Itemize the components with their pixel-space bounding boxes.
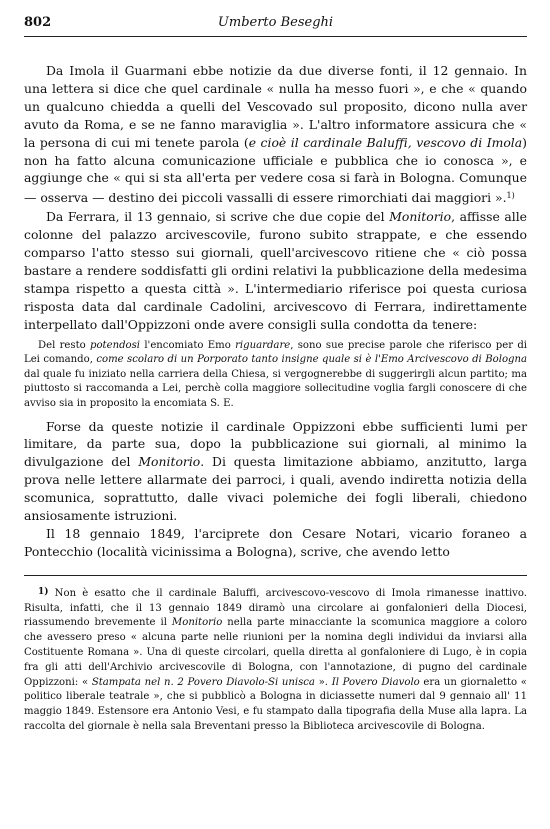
italic-run: Monitorio xyxy=(171,617,223,629)
text-run: . Di questa limitazione abbiamo, anzitutto, larga prova nelle lettere allarmate dei parroci, i quali, avendo indiretta notizia della scomunica, soprattutto, dalle vivaci polemiche dei fogli liberali, chiedono ansiosamente istruzioni. xyxy=(24,454,527,524)
text-run: dal quale fu iniziato nella carriera della Chiesa, si vergognerebbe di suggerirgli alcun partito; ma piuttosto si raccomanda a Lei, perchè colla maggiore sollecitudine voglia fargli conoscere di che avviso sia in proposito la encomiata S. E. xyxy=(24,368,527,409)
footnote-marker: 1) xyxy=(38,586,49,597)
text-run: Non è esatto che il cardinale Baluffi, arcivescovo-vescovo di Imola rimanesse inattivo. Risulta, infatti, che il 13 gennaio 1849 diramò una circolare ai gonfalonieri della Diocesi, riassumendo brevemente il xyxy=(24,587,527,629)
paragraph-notari xyxy=(24,525,527,561)
running-title: Umberto Beseghi xyxy=(217,15,334,30)
text-run: l'encomiato Emo xyxy=(140,339,236,351)
text-run: Il 18 gennaio 1849, l'arciprete don Cesare Notari, vicario foraneo a Pontecchio (località vicinissima a Bologna), scrive, che avendo letto xyxy=(24,526,527,559)
italic-run: Monitorio xyxy=(389,209,452,225)
header-rule xyxy=(24,36,527,37)
footnote-rule xyxy=(24,575,527,576)
text-run: Forse da queste notizie il cardinale Oppizzoni ebbe sufficienti lumi per limitare, da parte sua, dopo la pubblicazione sui giornali, al minimo la divulgazione del xyxy=(24,418,527,470)
text-run: nella parte minacciante la scomunica maggiore a coloro che avessero preso « alcuna parte nelle riunioni per la nomina degli individui da inviarsi alla Costituente Romana ». Una di queste circolari, quella diretta al gonfaloniere di Lugo, è in copia fra gli atti dell'Archivio arcivescovile di Bologna, con l'annotazione, di pugno del cardinale Oppizzoni: « xyxy=(24,617,527,688)
text-run: Del resto xyxy=(38,339,91,351)
text-run: ». xyxy=(314,676,332,688)
italic-run: riguardare xyxy=(235,339,291,351)
text-run: , affisse alle colonne del palazzo arcivescovile, furono subito strappate, e che essendo comparso l'atto stesso sui giornali, quell'arcivescovo ritiene che « ciò possa bastare a rendere soddisfatti gli ordini relativi la pubblicazione della medesima stampa rispetto a questa città ». L'intermediario riferisce poi questa curiosa risposta data dal cardinale Cadolini, arcivescovo di Ferrara, indirettamente interpellato dall'Oppizzoni onde avere consigli sulla condotta da tenere: xyxy=(24,209,527,332)
footnote xyxy=(24,585,527,735)
main-text xyxy=(24,62,527,561)
italic-run: Il Povero Diavolo xyxy=(331,676,420,688)
text-run: , sono sue precise parole che riferisco per di Lei comando, xyxy=(24,339,528,366)
paragraph-oppizzoni xyxy=(24,418,527,525)
italic-run: e cioè il cardinale Baluffi, vescovo di Imola xyxy=(248,134,523,150)
italic-run: Monitorio xyxy=(138,454,201,470)
page-number: 802 xyxy=(24,15,52,30)
footnote-text xyxy=(24,588,527,732)
block-quote xyxy=(24,339,527,412)
footnote-reference: 1) xyxy=(506,191,515,201)
italic-run: potendosi xyxy=(90,339,141,351)
italic-run: come scolaro di un Porporato tanto insigne quale si è l'Emo Arcivescovo di Bologna xyxy=(96,354,527,366)
italic-run: Stampata nel n. 2 Povero Diavolo-Si unisca xyxy=(91,676,315,688)
page-header xyxy=(24,12,527,34)
paragraph-ferrara xyxy=(24,208,527,333)
text-run: Da Imola il Guarmani ebbe notizie da due diverse fonti, il 12 gennaio. In una lettera si dice che quel cardinale « nulla ha messo fuori », e che « quando un qualcuno chiedda a quelli del Vescovado sul proposito, dicono nulla aver avuto da Roma, e se ne fanno maraviglia ». L'altro informatore assicura che « la persona di cui mi tenete parola ( xyxy=(24,63,527,150)
text-run: era un giornaletto « politico liberale teatrale », che si pubblicò a Bologna in diciassette numeri dal 9 gennaio all' 11 maggio 1849. Estensore era Antonio Vesi, e fu stampato dalla tipografia della Muse alla lapra. La raccolta del giornale è nella sala Breventani presso la Biblioteca arcivescovile di Bologna. xyxy=(24,676,527,732)
text-run: Da Ferrara, il 13 gennaio, si scrive che due copie del xyxy=(46,209,390,225)
paragraph-imola xyxy=(24,62,527,207)
text-run: ) non ha fatto alcuna comunicazione ufficiale e pubblica che io conosca », e aggiunge che « qui si sta all'erta per vedere cosa si farà in Bologna. Comunque — osserva — destino dei piccoli vassalli di essere rimorchiati dai maggiori ». xyxy=(24,134,527,206)
